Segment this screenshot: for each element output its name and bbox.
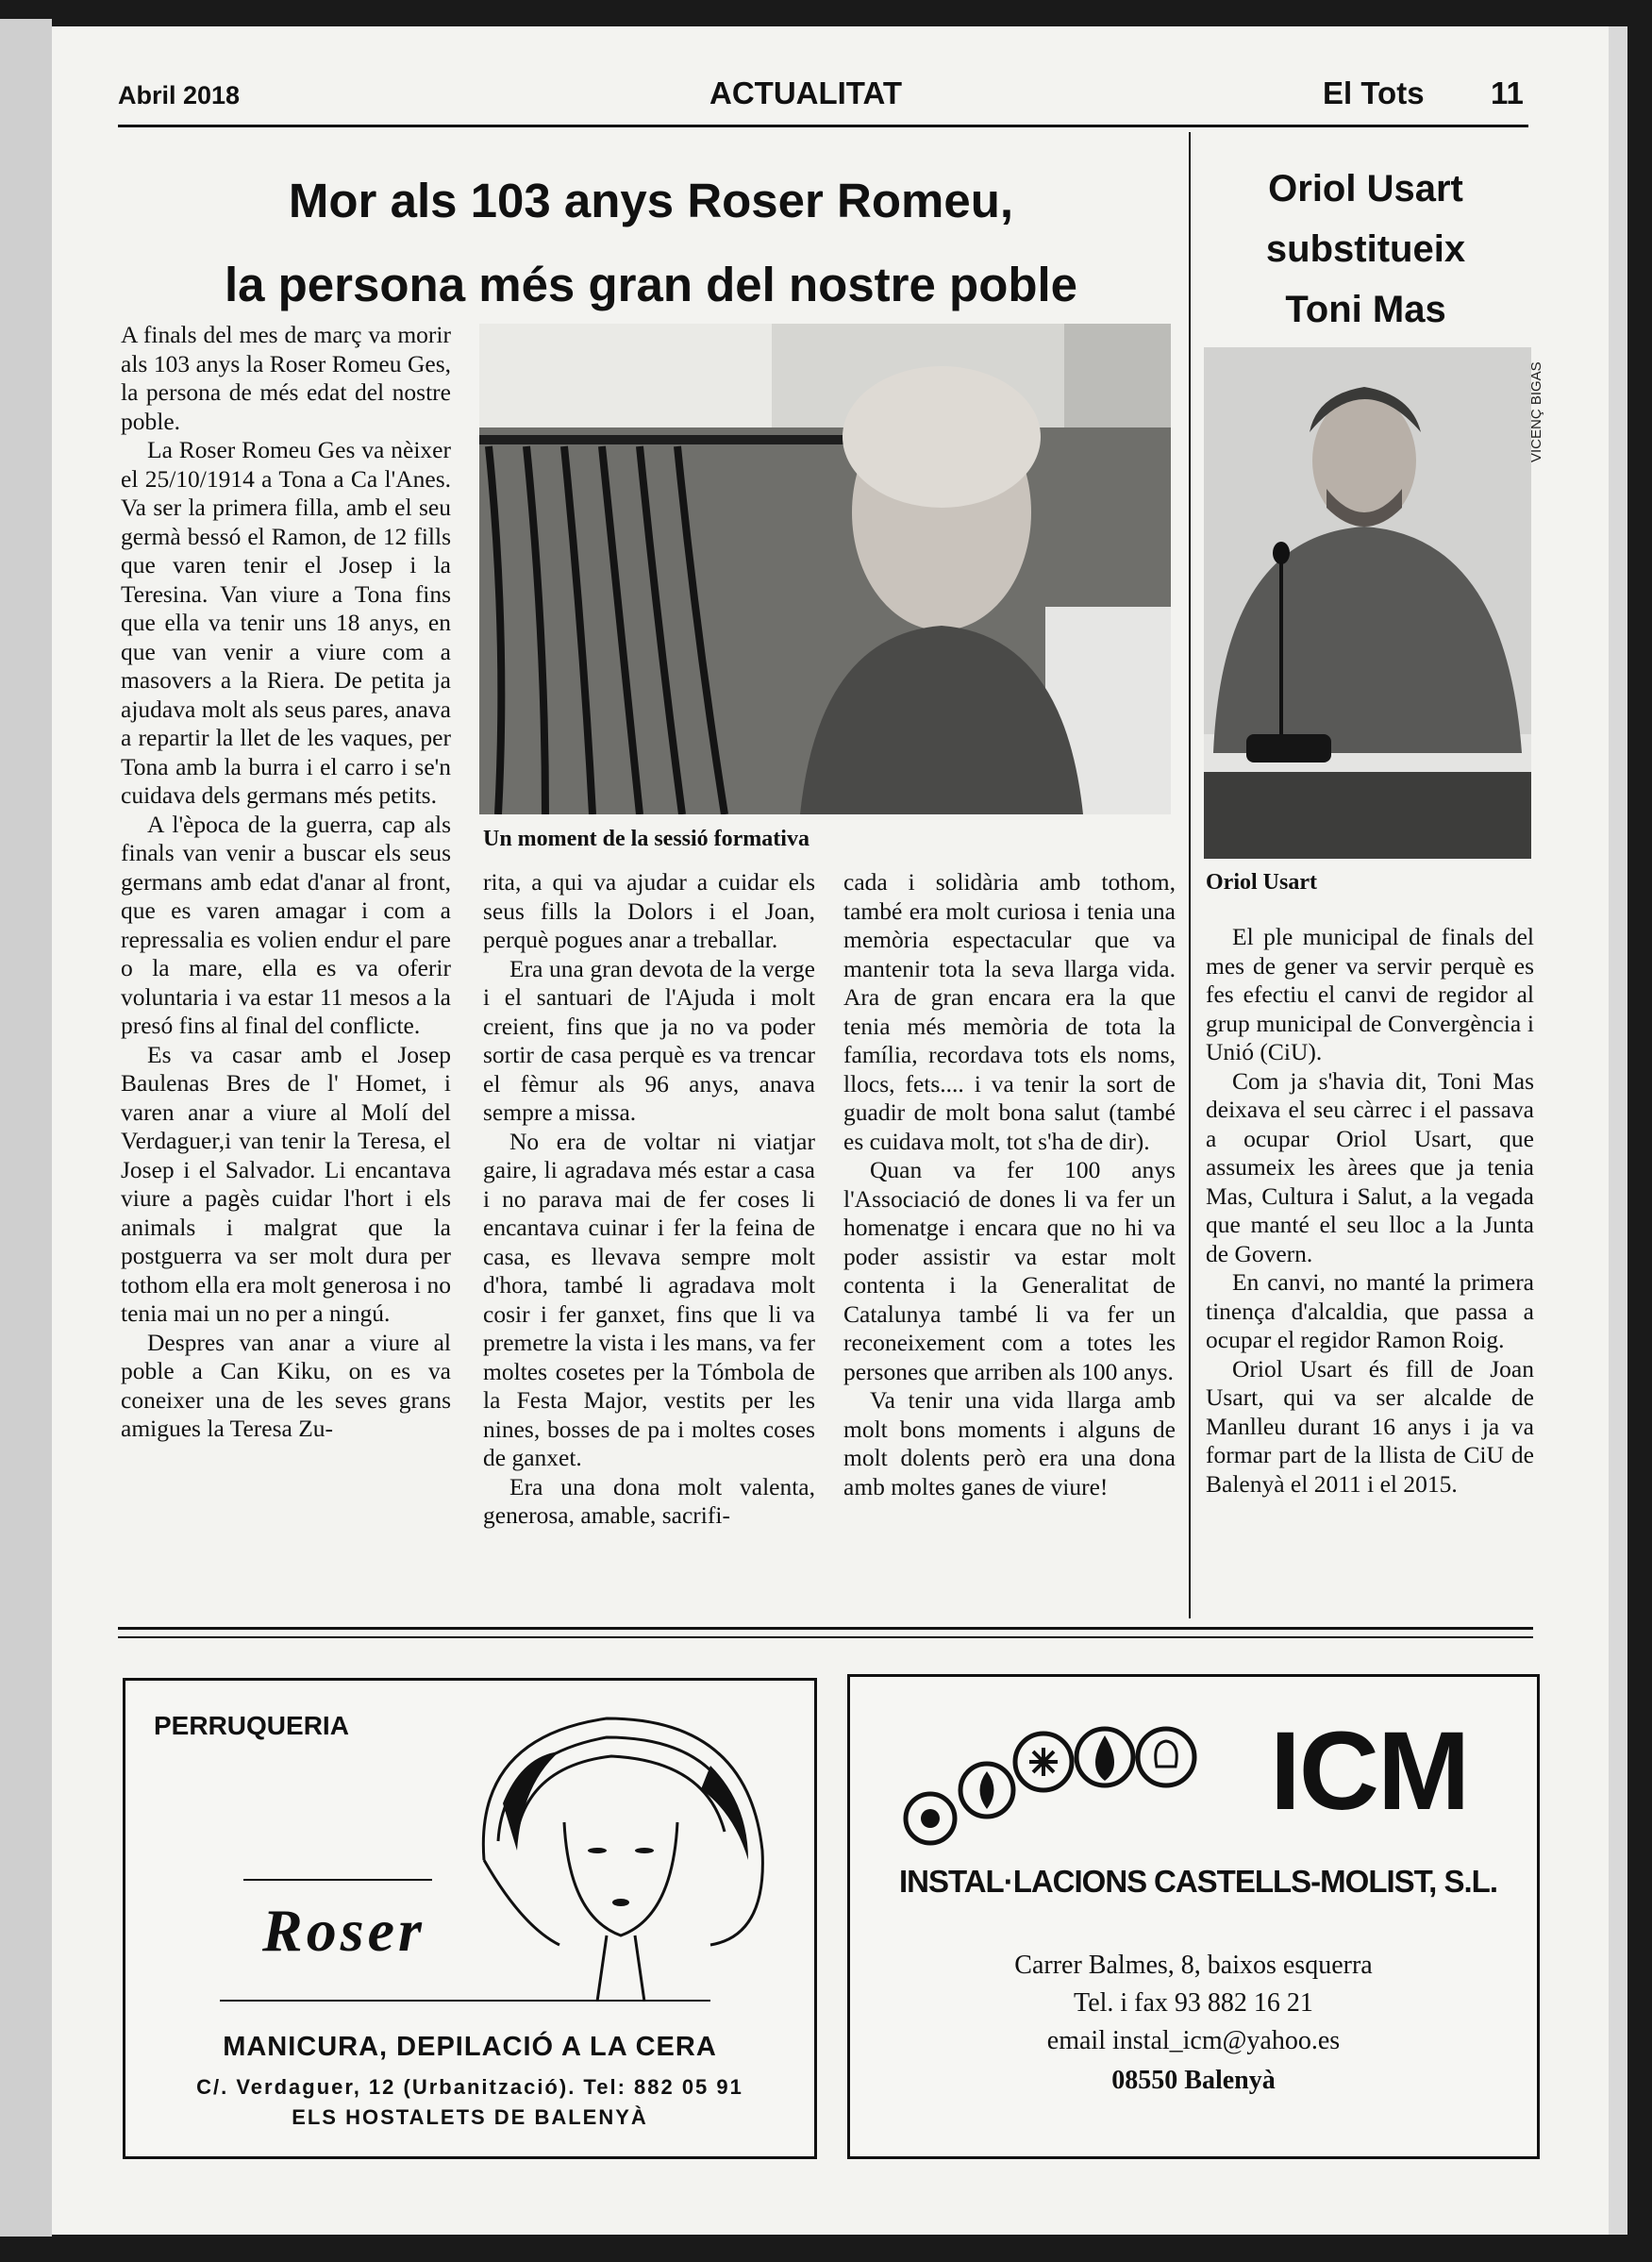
side-headline-line-2: substitueix bbox=[1265, 228, 1466, 270]
paragraph: Era una dona molt valenta, generosa, amable, sacrifi- bbox=[483, 1472, 815, 1529]
article-column-2 bbox=[483, 868, 815, 1531]
services: MANICURA, DEPILACIÓ A LA CERA bbox=[223, 2032, 717, 2062]
paragraph: Quan va fer 100 anys l'Associació de dones li va fer un homenatge i encara que no hi va poder assistir va estar molt contenta i la Generalitat de Catalunya també li va fer un reconeixement com a totes les persones que arriben als 100 anys. bbox=[843, 1156, 1176, 1385]
page-edge bbox=[1609, 26, 1627, 2235]
header-rule bbox=[118, 125, 1528, 127]
side-headline-line-3: Toni Mas bbox=[1285, 289, 1446, 330]
icm-email: email instal_icm@yahoo.es bbox=[1046, 2026, 1341, 2055]
ads-divider bbox=[118, 1627, 1533, 1638]
address: C/. Verdaguer, 12 (Urbanització). Tel: 882 05 91 bbox=[196, 2075, 743, 2099]
icm-ad bbox=[847, 1674, 1540, 2159]
salon-name: Roser bbox=[262, 1897, 426, 1964]
previous-page-edge bbox=[0, 19, 52, 2237]
main-article-photo bbox=[479, 324, 1171, 814]
ad-rule bbox=[220, 2000, 710, 2002]
side-article-column bbox=[1206, 923, 1534, 1499]
paragraph: Despres van anar a viure al poble a Can Kiku, on es va coneixer una de les seves grans amigues la Teresa Zu- bbox=[121, 1328, 451, 1442]
headline-line-1: Mor als 103 anys Roser Romeu, bbox=[288, 174, 1014, 227]
paragraph: Era una gran devota de la verge i el santuari de l'Ajuda i molt creient, fins que ja no va poder sortir de casa perquè es va trencar el fèmur als 96 anys, anava sempre a missa. bbox=[483, 954, 815, 1126]
side-article-photo bbox=[1204, 347, 1531, 859]
main-headline bbox=[118, 159, 1184, 327]
town: ELS HOSTALETS DE BALENYÀ bbox=[292, 2105, 648, 2129]
main-photo-caption: Un moment de la sessió formativa bbox=[483, 827, 809, 851]
paragraph: En canvi, no manté la primera tinença d'alcaldia, que passa a ocupar el regidor Ramon Roig. bbox=[1206, 1268, 1534, 1353]
article-column-3 bbox=[843, 868, 1176, 1501]
icm-address: Carrer Balmes, 8, baixos esquerra bbox=[1014, 1951, 1373, 1980]
icm-phone: Tel. i fax 93 882 16 21 bbox=[1074, 1988, 1313, 2018]
paragraph: Va tenir una vida llarga amb molt bons moments i alguns de molt dolents però era una dona amb moltes ganes de viure! bbox=[843, 1386, 1176, 1500]
section-title: ACTUALITAT bbox=[709, 75, 903, 110]
paragraph: Oriol Usart és fill de Joan Usart, qui va ser alcalde de Manlleu durant 16 anys i ja va formar part de la llista de CiU de Balenyà el 2011 i el 2015. bbox=[1206, 1354, 1534, 1498]
paragraph: La Roser Romeu Ges va nèixer el 25/10/1914 a Tona a Ca l'Anes. Va ser la primera filla, amb el seu germà bessó el Ramon, de 12 fills que varen tenir el Josep i la Teresina. Van viure a Tona fins que ella va tenir uns 18 anys, en que van venir a viure com a masovers a la Riera. De petita ja ajudava molt als seus pares, anava a repartir la llet de les vaques, per Tona amb la burra i el carro i se'n cuidava dels germans més petits. bbox=[121, 436, 451, 809]
column-divider bbox=[1189, 132, 1191, 1618]
paragraph: Es va casar amb el Josep Baulenas Bres de l' Homet, i varen anar a viure al Molí del Verdaguer,i van tenir la Teresa, el Josep i el Salvador. Li encantava viure a pagès cuidar l'hort i els animals i malgrat que la postguerra va ser molt dura per tothom ella era molt generosa i no tenia mai un no per a ningú. bbox=[121, 1040, 451, 1327]
side-photo-caption: Oriol Usart bbox=[1206, 870, 1317, 895]
paragraph: El ple municipal de finals del mes de gener va servir perquè es fes efectiu el canvi de regidor al grup municipal de Convergència i Unió (CiU). bbox=[1206, 923, 1534, 1065]
company-name-right: CASTELLS-MOLIST, S.L. bbox=[1154, 1864, 1497, 1899]
ad-heading: PERRUQUERIA bbox=[154, 1711, 349, 1740]
company-name-left: INSTAL·LACIONS bbox=[899, 1864, 1147, 1899]
paragraph: cada i solidària amb tothom, també era molt curiosa i tenia una memòria espectacular que va mantenir tota la seva llarga vida. Ara de gran encara era la que tenia més memòria de tota la família, recordava tots els noms, llocs, fets.... i va tenir la sort de guadir de molt bona salut (també es cuidava molt, tot s'ha de dir). bbox=[843, 868, 1176, 1155]
paragraph: A l'època de la guerra, cap als finals van venir a buscar els seus germans amb edat d'anar al front, que es varen amagar i com a repressalia es volien endur el pare o la mare, ella es va oferir voluntaria i va estar 11 mesos a la presó fins al final del conflicte. bbox=[121, 810, 451, 1039]
paragraph: A finals del mes de març va morir als 103 anys la Roser Romeu Ges, la persona de més edat del nostre poble. bbox=[121, 321, 451, 435]
publication-name: El Tots bbox=[1323, 75, 1425, 110]
article-column-1 bbox=[121, 321, 451, 1444]
hairdresser-ad bbox=[123, 1678, 817, 2159]
side-headline bbox=[1198, 159, 1533, 340]
icm-icons bbox=[893, 1715, 1232, 1856]
page-number: 11 bbox=[1491, 75, 1524, 110]
side-headline-line-1: Oriol Usart bbox=[1268, 168, 1463, 209]
icm-logo: ICM bbox=[1270, 1709, 1469, 1834]
woman-illustration bbox=[465, 1700, 776, 2002]
icm-town: 08550 Balenyà bbox=[1111, 2066, 1276, 2095]
ad-rule bbox=[243, 1879, 432, 1881]
issue-date: Abril 2018 bbox=[118, 81, 241, 109]
photo-credit: VICENÇ BIGAS bbox=[1528, 361, 1544, 462]
headline-line-2: la persona més gran del nostre poble bbox=[224, 258, 1078, 311]
paragraph: rita, a qui va ajudar a cuidar els seus fills la Dolors i el Joan, perquè pogues anar a treballar. bbox=[483, 868, 815, 953]
paragraph: Com ja s'havia dit, Toni Mas deixava el seu càrrec i el passava a ocupar Oriol Usart, que assumeix les àrees que ja tenia Mas, Cultura i Salut, a la vegada que manté el seu lloc a la Junta de Govern. bbox=[1206, 1066, 1534, 1267]
paragraph: No era de voltar ni viatjar gaire, li agradava més estar a casa i no parava mai de fer coses li encantava cuinar i fer la feina de casa, es llevava sempre molt d'hora, també li agradava molt cosir i fer ganxet, fins que li va premetre la vista i les mans, va fer moltes cosetes per la Tómbola de la Festa Major, vestits per les nines, bosses de pa i moltes coses de ganxet. bbox=[483, 1127, 815, 1471]
